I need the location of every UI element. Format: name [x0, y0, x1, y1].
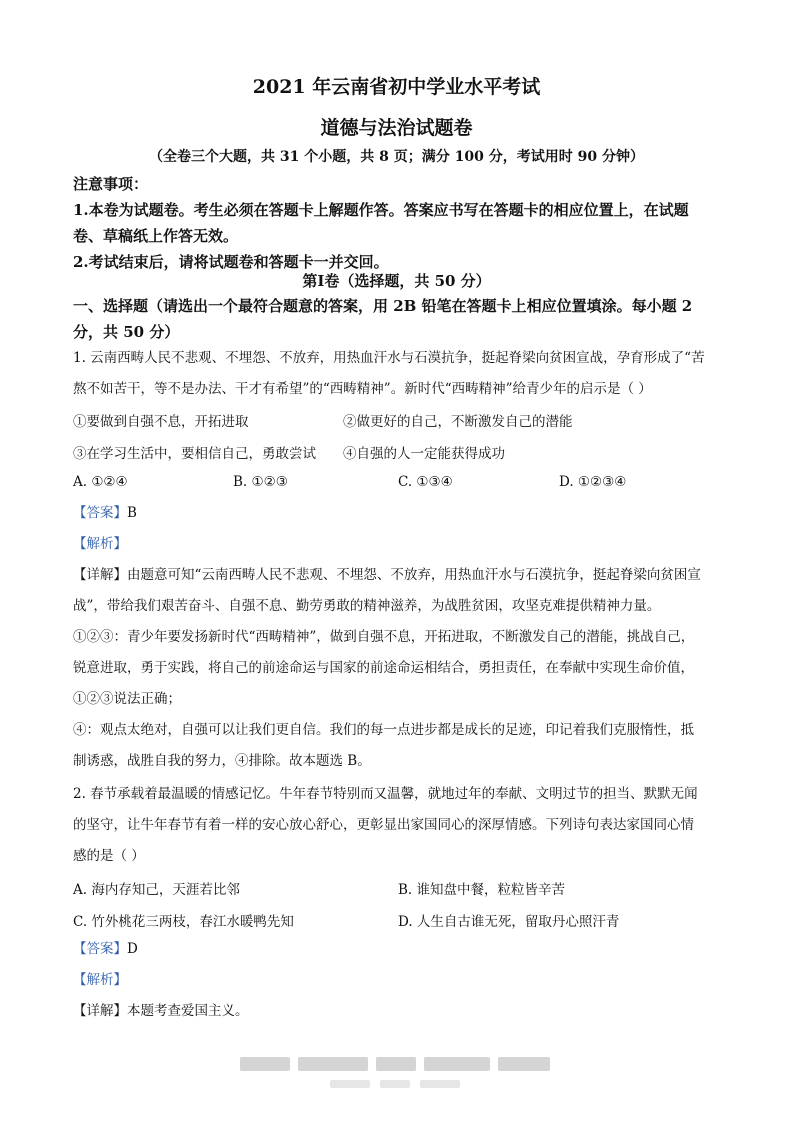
- exam-subtitle: （全卷三个大题，共 31 个小题，共 8 页；满分 100 分，考试用时 90 分钟）: [149, 149, 644, 165]
- question-2-choices-row-2: [73, 910, 723, 932]
- section-instructions: [73, 293, 723, 345]
- q1-choice-d: D. ①②③④: [559, 474, 627, 490]
- notice-item-1-line-2: 卷、草稿纸上作答无效。: [73, 227, 239, 245]
- q1-option-2: ②做更好的自己，不断激发自己的潜能: [343, 414, 573, 430]
- q2-choice-c: C. 竹外桃花三两枝，春江水暖鸭先知: [73, 914, 294, 930]
- notice-block: [73, 171, 723, 275]
- q1-detail-line-4: 锐意进取，勇于实践，将自己的前途命运与国家的前途命运相结合，勇担责任，在奉献中实现生命价值，: [73, 660, 694, 676]
- q1-detail-line-7: 制诱惑，战胜自我的努力，④排除。故本题选 B。: [73, 753, 371, 769]
- q1-choice-c: C. ①③④: [398, 474, 453, 490]
- q1-choice-a: A. ①②④: [73, 474, 128, 490]
- detail-tag: 【详解】: [73, 567, 127, 583]
- q2-answer-line: [73, 934, 723, 965]
- q1-detail-line-3: ①②③：青少年要发扬新时代“西畴精神”，做到自强不息，开拓进取，不断激发自己的潜能，挑战自己，: [73, 629, 695, 645]
- question-2-line-2: 的坚守，让牛年春节有着一样的安心放心舒心，更彰显出家国同心的深厚情感。下列诗句表达家国同心情: [73, 817, 694, 833]
- q1-option-3: ③在学习生活中，要相信自己，勇敢尝试: [73, 446, 316, 462]
- question-2-line-3: 感的是（ ）: [73, 848, 145, 864]
- q1-answer: B: [127, 505, 137, 521]
- q2-answer: D: [127, 941, 138, 957]
- question-2-solution: [73, 934, 723, 1027]
- question-1-options-row-1: [73, 410, 723, 432]
- q2-choice-b: B. 谁知盘中餐，粒粒皆辛苦: [398, 882, 566, 898]
- exam-subject-title: 道德与法治试题卷: [320, 117, 473, 139]
- q2-choice-a: A. 海内存知己，天涯若比邻: [73, 882, 240, 898]
- question-1-stem: [73, 343, 723, 405]
- q1-choice-b: B. ①②③: [233, 474, 288, 490]
- question-2-stem: [73, 779, 723, 872]
- section-line-2: 分，共 50 分）: [73, 323, 180, 341]
- q1-analysis-tag: 【解析】: [73, 536, 127, 552]
- q1-answer-line: [73, 498, 723, 529]
- q1-detail-line-2: 战”，带给我们艰苦奋斗、自强不息、勤劳勇敢的精神滋养，为战胜贫困，攻坚克难提供精神力量。: [73, 598, 661, 614]
- answer-tag: 【答案】: [73, 941, 127, 957]
- blurred-footer-watermark: [240, 1057, 550, 1071]
- blurred-footer-subline: [330, 1080, 460, 1088]
- q1-detail-line-6: ④：观点太绝对，自强可以让我们更自信。我们的每一点进步都是成长的足迹，印记着我们克服惰性，抵: [73, 722, 694, 738]
- notice-heading: 注意事项：: [73, 175, 149, 193]
- question-1-solution: [73, 498, 723, 777]
- question-2-choices-row-1: [73, 878, 723, 900]
- notice-item-1-line-1: 1.本卷为试题卷。考生必须在答题卡上解题作答。答案应书写在答题卡的相应位置上，在试题: [73, 201, 689, 219]
- q1-detail-line-1: 【详解】由题意可知“云南西畴人民不悲观、不埋怨、不放弃，用热血汗水与石漠抗争，挺起脊梁向贫困宣: [73, 567, 701, 583]
- question-1-line-2: 熬不如苦干，等不是办法、干才有希望”的“西畴精神”。新时代“西畴精神”给青少年的启示是（ ）: [73, 381, 652, 397]
- question-1-choices: [73, 474, 723, 496]
- q1-option-4: ④自强的人一定能获得成功: [343, 446, 505, 462]
- q1-detail-line-5: ①②③说法正确；: [73, 691, 181, 707]
- q2-choice-d: D. 人生自古谁无死，留取丹心照汗青: [398, 914, 620, 930]
- answer-tag: 【答案】: [73, 505, 127, 521]
- notice-item-2: 2.考试结束后，请将试题卷和答题卡一并交回。: [73, 253, 389, 271]
- q2-detail-line: 【详解】本题考查爱国主义。: [73, 1003, 249, 1019]
- section-line-1: 一、选择题（请选出一个最符合题意的答案，用 2B 铅笔在答题卡上相应位置填涂。每小题 2: [73, 297, 693, 315]
- question-1-options-row-2: [73, 442, 723, 464]
- question-1-line-1: 1. 云南西畴人民不悲观、不埋怨、不放弃，用热血汗水与石漠抗争，挺起脊梁向贫困宣战，孕育形成了“苦: [73, 350, 705, 366]
- part1-title: 第Ⅰ卷（选择题，共 50 分）: [302, 272, 491, 290]
- question-2-line-1: 2. 春节承载着最温暖的情感记忆。牛年春节特别而又温馨，就地过年的奉献、文明过节的担当、默默无闻: [73, 786, 698, 802]
- exam-title: 2021 年云南省初中学业水平考试: [252, 76, 541, 98]
- detail-tag: 【详解】: [73, 1003, 127, 1019]
- q1-option-1: ①要做到自强不息，开拓进取: [73, 414, 249, 430]
- q2-analysis-tag: 【解析】: [73, 972, 127, 988]
